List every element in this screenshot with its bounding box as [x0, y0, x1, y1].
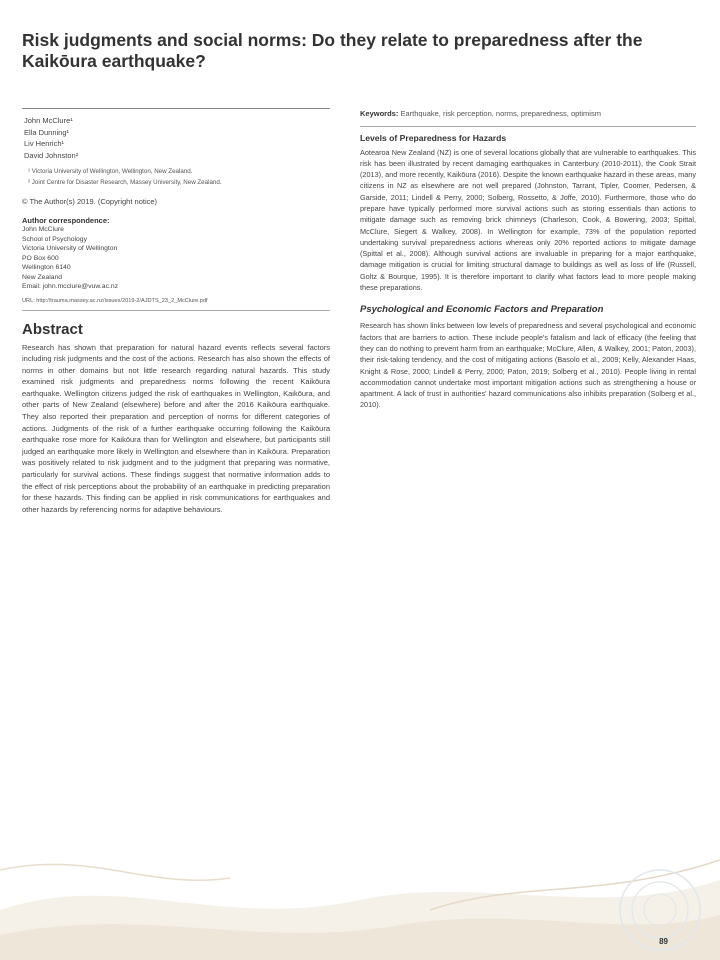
section-heading: Levels of Preparedness for Hazards [360, 132, 507, 143]
decorative-wave-background [0, 760, 720, 960]
right-column [360, 108, 696, 411]
affiliation: ² Joint Centre for Disaster Research, Massey University, New Zealand. [28, 179, 222, 186]
affiliation: ¹ Victoria University of Wellington, Wellington, New Zealand. [28, 168, 193, 175]
keywords-text: Earthquake, risk perception, norms, preparedness, optimism [400, 109, 601, 118]
correspondence-email[interactable]: Email: john.mcclure@vuw.ac.nz [22, 283, 119, 290]
author: John McClure¹ [24, 116, 73, 125]
keywords-label: Keywords: [360, 109, 399, 118]
abstract-text: Research has shown that preparation for natural hazard events reflects several factors including risk judgments and the cost of the actions. Research has also shown the effects of norms in other domains but not little research regarding natural hazards. This study examined risk judgments and preparedness norms following the recent Kaikōura earthquake. Wellington citizens judged the risk of earthquakes in Wellington, Kaikōura, and other parts of New Zealand (elsewhere) before and after the 2016 Kaikōura earthquake. They also reported their preparation and perception of norms for different categories of actions. Judgments of the risk of a further earthquake occurring following the Kaikōura earthquake rose more for Kaikōura than for Wellington and elsewhere, but participants still judged an earthquake more likely in Wellington and elsewhere than in Kaikōura. Preparation was positively related to risk judgment and to the judgment that preparing was normative, particularly for survival actions. These findings suggest that normative information adds to the effect of risk perceptions about the probability of an earthquake in predicting preparation for these hazards. This finding can be applied in risk communications for earthquakes and other hazards by referencing norms for adaptive behaviours. [22, 342, 330, 514]
correspondence-line: Victoria University of Wellington [22, 245, 118, 252]
affiliation-list [22, 167, 330, 187]
correspondence-line: PO Box 600 [22, 254, 59, 262]
keywords [360, 108, 696, 120]
correspondence-address [22, 225, 330, 292]
correspondence-line: John McClure [22, 226, 64, 233]
left-column [22, 108, 330, 515]
author-list [22, 115, 330, 161]
paper-title: Risk judgments and social norms: Do they relate to preparedness after the Kaikōura earthquake? [22, 30, 643, 71]
author: Ella Dunning¹ [24, 127, 70, 137]
correspondence-line: Wellington 6140 [22, 264, 71, 271]
section-text: Research has shown links between low levels of preparedness and several psychological and economic factors that are barriers to action. These include people's fatalism and lack of efficacy (the feeling that they can do nothing to prevent harm from an earthquake; McClure, Allen, & Walkey, 2001; Paton, 2003), their risk-taking tendency, and the cost of mitigating actions (Basolo et al., 2009; Kelly, Alexander Haas, Knight & Rose, 2000; Lindell & Perry, 2000; Paton, 2019; Solberg et al., 2010). People living in rental accommodation cannot undertake most important mitigation actions such as strengthening a house or apartment. A lack of trust in authorities' hazard communications also inhibits preparation (Solberg et al., 2010). [360, 321, 696, 410]
section-text: Aotearoa New Zealand (NZ) is one of several locations globally that are vulnerable to earthquakes. This risk has been illustrated by recent damaging earthquakes in Canterbury (2010-2011), the Cook Strait (2013), and more recently, Kaikōura (2016). Despite the known earthquake hazard in these areas, many citizens in NZ as elsewhere are not well prepared (Johnston, Tarrant, Tipler, Coomer, Pedersen, & Garside, 2011; Lindell & Perry, 2000; Solberg, Rossetto, & Joffe, 2010). Furthermore, those who do prepare have typically performed more survival actions such as storing essentials than actions to mitigate damage such as removing brick chimneys (Charleson, Cook, & Bowering, 2003; Spittal, McClure, Siegert & Walkey, 2008). In Wellington for example, 73% of the population reported undertaking survival preparedness actions whereas only 20% reported actions to mitigate damage (Spittal et al., 2008). Although survival actions are invaluable in preparing for a major earthquake, damage mitigation is crucial for limiting structural damage to buildings as well as loss of life (Russell, Goltz & Bourque, 1995). It is therefore important to clarify what factors lead to more people making these preparations. [360, 147, 696, 293]
page-number: 89 [659, 937, 668, 946]
article-url[interactable]: URL: http://trauma.massey.ac.nz/issues/2019-2/AJDTS_23_2_McClure.pdf [22, 297, 208, 304]
author: Liv Henrich¹ [24, 139, 65, 148]
divider [22, 108, 330, 109]
divider [360, 126, 696, 127]
correspondence-heading: Author correspondence: [22, 216, 110, 225]
author: David Johnston² [24, 150, 79, 160]
section-heading: Psychological and Economic Factors and Preparation [360, 304, 604, 316]
copyright-notice: © The Author(s) 2019. (Copyright notice) [22, 197, 158, 206]
abstract-heading: Abstract [22, 320, 83, 338]
correspondence-line: School of Psychology [22, 235, 87, 243]
divider [22, 310, 330, 311]
correspondence-line: New Zealand [22, 273, 63, 281]
